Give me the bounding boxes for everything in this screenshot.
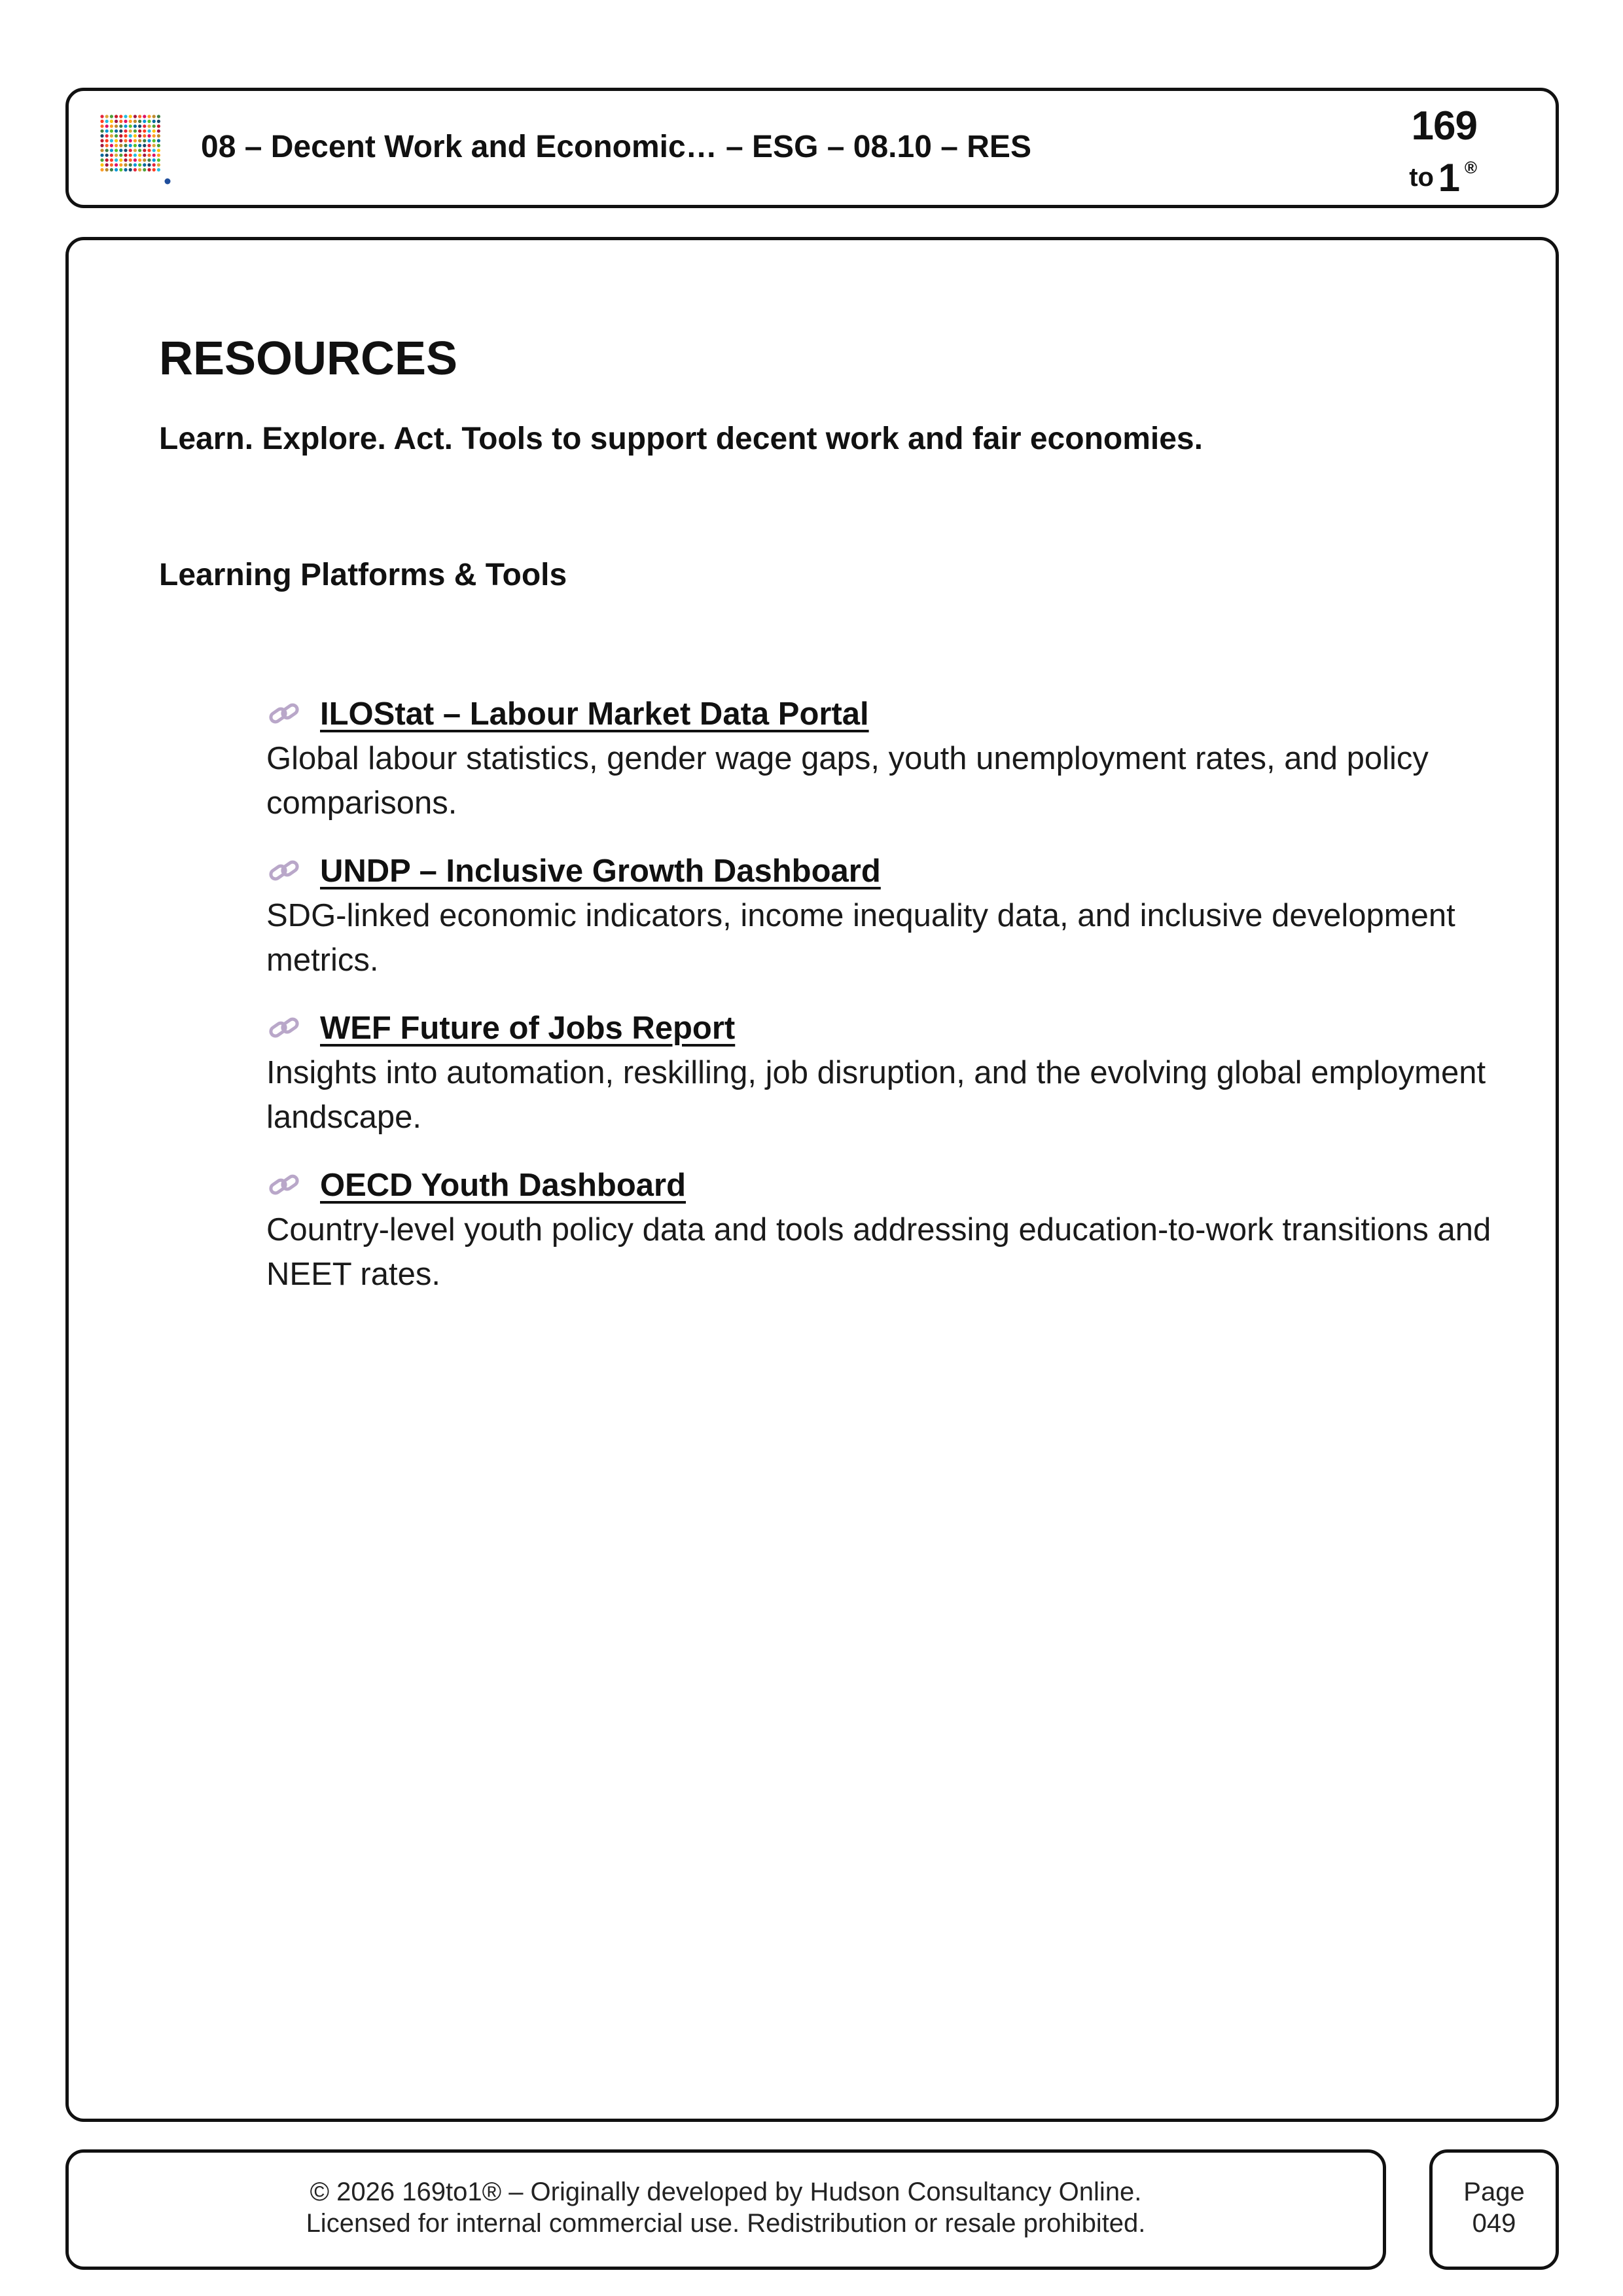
- resource-item: [266, 692, 1497, 825]
- page-number-box: [1429, 2149, 1559, 2270]
- resource-link-oecd[interactable]: [266, 1163, 686, 1208]
- link-icon: [266, 1015, 303, 1041]
- resource-link-label: WEF Future of Jobs Report: [320, 1011, 736, 1046]
- link-icon: [266, 1172, 303, 1198]
- resource-description: Country-level youth policy data and tools addressing education-to-work transitions and NEET rates.: [266, 1212, 1491, 1292]
- resource-link-ilostat[interactable]: [266, 692, 869, 736]
- resource-link-label: OECD Youth Dashboard: [320, 1168, 687, 1203]
- page-header: [65, 88, 1559, 208]
- brand-mark: [1372, 98, 1477, 202]
- brand-to: to: [1409, 163, 1434, 192]
- resource-item: [266, 1163, 1497, 1297]
- page-label: Page: [1463, 2178, 1525, 2206]
- section-heading: Learning Platforms & Tools: [159, 558, 567, 592]
- page-number: 049: [1472, 2209, 1516, 2238]
- resource-list: [266, 692, 1497, 1320]
- page-subtitle: Learn. Explore. Act. Tools to support decent work and fair economies.: [159, 422, 1203, 456]
- brand-one: 1: [1438, 156, 1460, 200]
- resource-description: Insights into automation, reskilling, job disruption, and the evolving global employment landscape.: [266, 1055, 1486, 1135]
- footer-text: [69, 2176, 1383, 2239]
- page-title: RESOURCES: [159, 332, 458, 385]
- brand-registered-mark: ®: [1464, 158, 1477, 177]
- resource-link-undp[interactable]: [266, 849, 881, 893]
- document-title: 08 – Decent Work and Economic… – ESG – 08.10 – RES: [201, 130, 1031, 164]
- license-line: Licensed for internal commercial use. Redistribution or resale prohibited.: [306, 2209, 1146, 2238]
- page-number-text: [1433, 2176, 1556, 2239]
- link-icon: [266, 858, 303, 884]
- sdg-grid-logo-icon: [99, 113, 171, 185]
- resource-description: Global labour statistics, gender wage gaps, youth unemployment rates, and policy comparisons.: [266, 741, 1429, 821]
- resource-link-label: ILOStat – Labour Market Data Portal: [320, 696, 869, 732]
- resource-link-label: UNDP – Inclusive Growth Dashboard: [320, 853, 881, 889]
- brand-number: 169: [1411, 103, 1477, 149]
- resource-item: [266, 1006, 1497, 1139]
- page-footer: [65, 2149, 1386, 2270]
- copyright-line: © 2026 169to1® – Originally developed by Hudson Consultancy Online.: [310, 2178, 1142, 2206]
- resource-link-wef[interactable]: [266, 1006, 735, 1050]
- resource-item: [266, 849, 1497, 982]
- link-icon: [266, 701, 303, 727]
- resource-description: SDG-linked economic indicators, income inequality data, and inclusive development metrics.: [266, 898, 1455, 978]
- content-panel: [65, 237, 1559, 2122]
